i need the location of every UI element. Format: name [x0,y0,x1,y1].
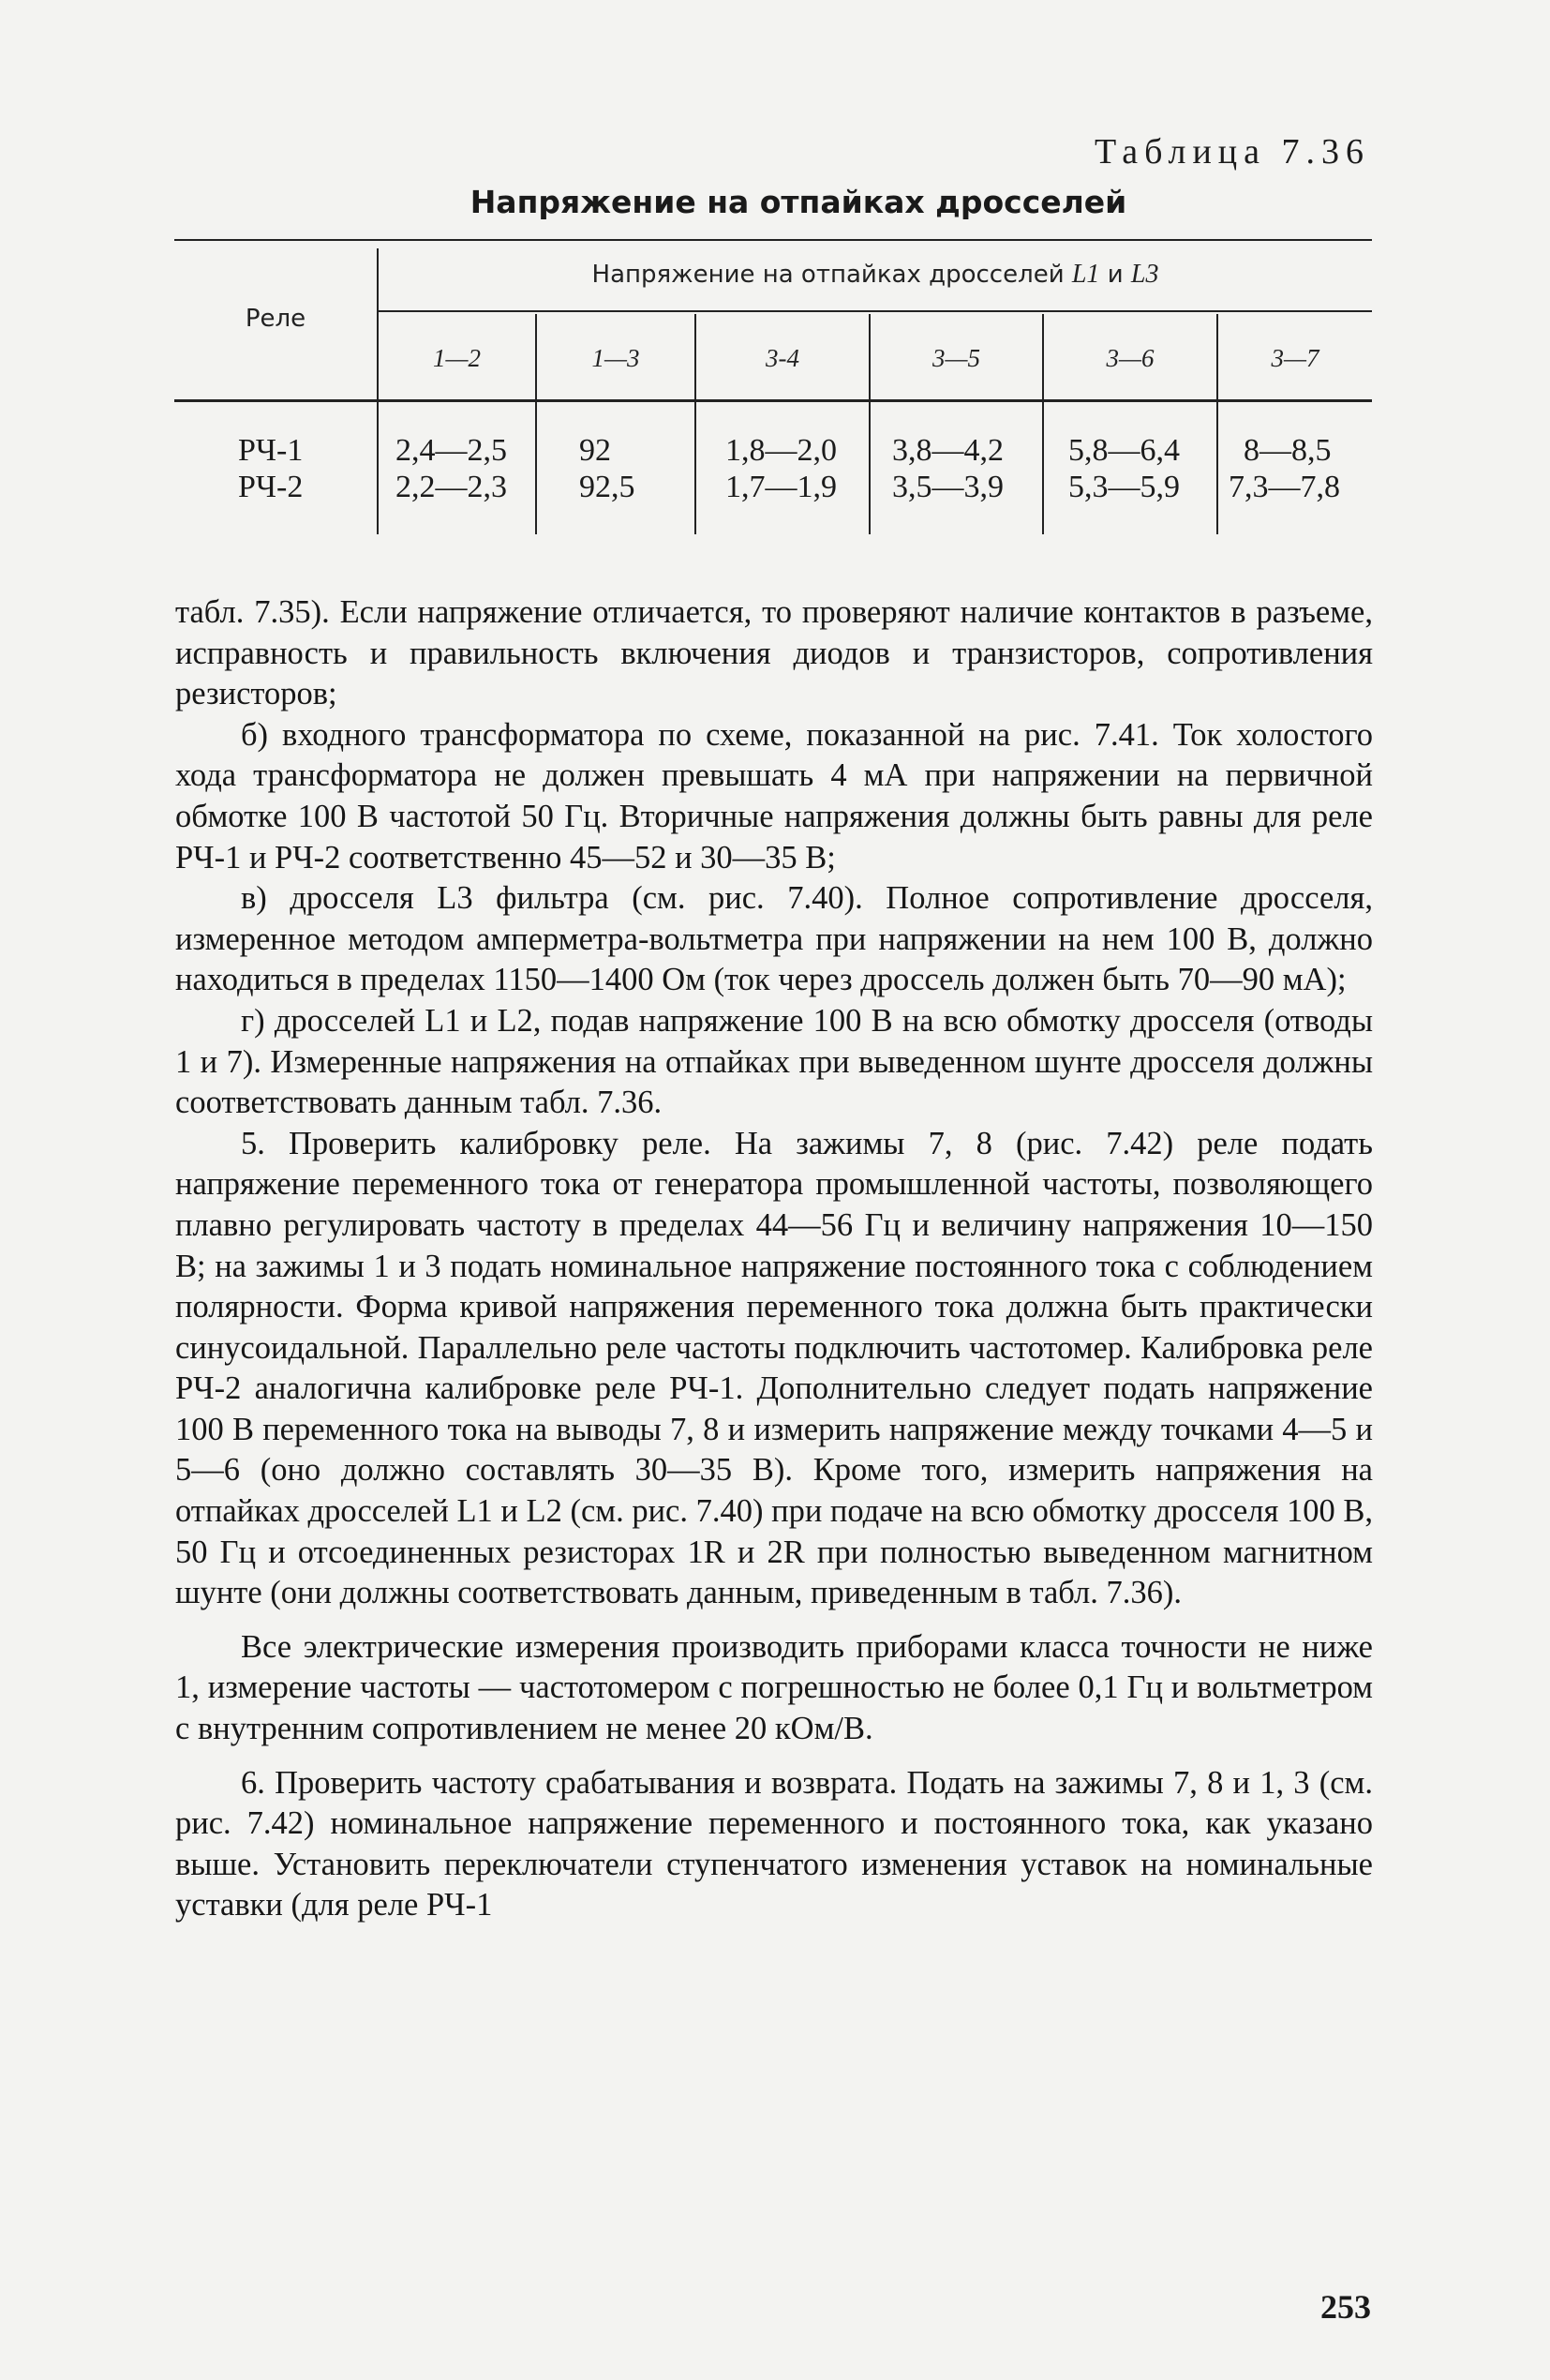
table-cell: 92,5 [579,470,635,504]
table-cell: 3,8—4,2 [892,433,1004,468]
relay-column-header: Реле [245,305,306,333]
table-cell: 1,7—1,9 [725,470,837,504]
table-cell: 5,8—6,4 [1068,433,1180,468]
relay-name: РЧ-1 [238,433,304,468]
header-bottom-rule [174,399,1372,402]
table-cell: 8—8,5 [1244,433,1332,468]
col-rule-1 [377,248,379,534]
voltage-table [174,239,1372,539]
paragraph-v: в) дросселя L3 фильтра (см. рис. 7.40). Полное сопротивление дросселя, измеренное методом амперметра-вольтметра при напряжении на нем 100 В, должно находиться в пределах 1150—1400 Ом (ток через дроссель должен быть 70—90 мА); [175,880,1373,998]
table-title: Напряжение на отпайках дросселей [469,184,1127,220]
table-cell: 3,5—3,9 [892,470,1004,504]
tap-header-1-2: 1—2 [432,344,481,372]
table-cell: 1,8—2,0 [725,433,837,468]
body-text [175,592,1373,1926]
group-header-rule [377,310,1372,312]
paragraph-step-6: 6. Проверить частоту срабатывания и возврата. Подать на зажимы 7, 8 и 1, 3 (см. рис. 7.42) номинальное напряжение переменного и постоянного тока, как указано выше. Установить переключатели ступенчатого изменения уставок на номинальные уставки (для реле РЧ-1 [175,1764,1373,1923]
table-top-rule [174,239,1372,241]
table-cell: 5,3—5,9 [1068,470,1180,504]
table-cell: 92 [579,433,611,468]
table-number: Таблица 7.36 [1094,132,1370,172]
table-cell: 2,4—2,5 [395,433,507,468]
paragraph-step-5: 5. Проверить калибровку реле. На зажимы 7, 8 (рис. 7.42) реле подать напряжение переменного тока от генератора промышленной частоты, позволяющего плавно регулировать частоту в пределах 44—56 Гц и величину напряжения 10—150 В; на зажимы 1 и 3 подать номинальное напряжение постоянного тока с соблюдением полярности. Форма кривой напряжения переменного тока должна быть практически синусоидальной. Параллельно реле частоты подключить частотомер. Калибровка реле РЧ-2 аналогична калибровке реле РЧ-1. Дополнительно следует подать напряжение 100 В переменного тока на выводы 7, 8 и измерить напряжение между точками 4—5 и 5—6 (оно должно составлять 30—35 В). Кроме того, измерить напряжения на отпайках дросселей L1 и L2 (см. рис. 7.40) при подаче на всю обмотку дросселя 100 В, 50 Гц и отсоединенных резисторах 1R и 2R при полностью выведенном магнитном шунте (они должны соответствовать данным, приведенным в табл. 7.36). [175,1125,1373,1611]
tap-header-3-7: 3—7 [1271,344,1319,372]
tap-header-3-6: 3—6 [1106,344,1155,372]
table-cell: 7,3—7,8 [1229,470,1340,504]
paragraph-b: б) входного трансформатора по схеме, показанной на рис. 7.41. Ток холостого хода трансформатора не должен превышать 4 мА при напряжении на первичной обмотке 100 В частотой 50 Гц. Вторичные напряжения должны быть равны для реле РЧ-1 и РЧ-2 соответственно 45—52 и 30—35 В; [175,716,1373,876]
page-number: 253 [1320,2288,1371,2326]
paragraph-g: г) дросселей L1 и L2, подав напряжение 100 В на всю обмотку дросселя (отводы 1 и 7). Измеренные напряжения на отпайках при выведенном шунте дросселя должны соответствовать данным табл. 7.36. [175,1002,1373,1121]
tap-header-1-3: 1—3 [591,344,640,372]
table-cell: 2,2—2,3 [395,470,507,504]
paragraph-measurements: Все электрические измерения производить приборами класса точности не ниже 1, измерение частоты — частотомером с погрешностью не более 0,1 Гц и вольтметром с внутренним сопротивлением не менее 20 кОм/В. [175,1628,1373,1747]
paragraph-continued: табл. 7.35). Если напряжение отличается, то проверяют наличие контактов в разъеме, исправность и правильность включения диодов и транзисторов, сопротивления резисторов; [175,594,1373,712]
tap-header-3-4: 3-4 [766,344,799,372]
relay-name: РЧ-2 [238,470,304,504]
tap-header-3-5: 3—5 [931,344,980,372]
voltage-group-header: Напряжение на отпайках дросселей L1 и L3 [591,260,1159,289]
